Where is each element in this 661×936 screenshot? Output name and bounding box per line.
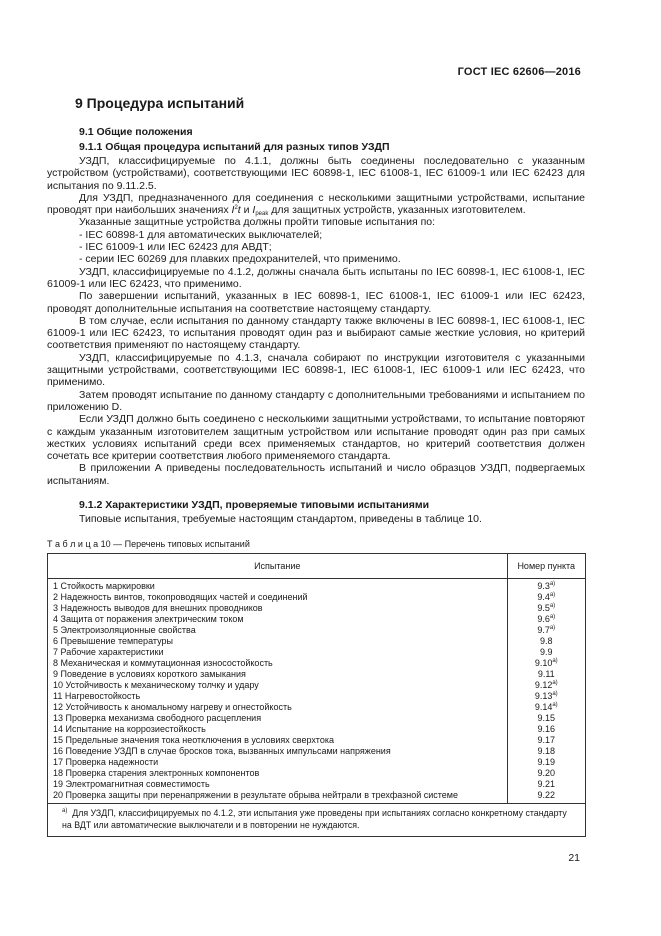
footnote-mark: а) <box>549 592 556 598</box>
paragraph: Если УЗДП должно быть соединено с несколькими защитными устройствами, то испытание повторяют с каждым указанным изготовителем защитным устройством или испытание проводят один раз при самых жестких условиях испытаний среди всех применяемых стандартов, но критерий соответствия должен сочетать все критерии соответствия любого применяемого стандарта. <box>47 413 585 463</box>
table-body-row <box>48 579 586 804</box>
paragraph: УЗДП, классифицируемые по 4.1.1, должны быть соединены последовательно с указанным устройством (устройствами), соответствующими IEC 60898-1, IEC 61008-1, IEC 61009-1 или IEC 62423 для испытания по 9.11.2.5. <box>47 155 585 192</box>
paragraph: По завершении испытаний, указанных в IEC 60898-1, IEC 61008-1, IEC 61009-1 или IEC 62423, проводят дополнительные испытания на соответствие настоящему стандарту. <box>47 290 585 315</box>
page-number: 21 <box>568 852 580 864</box>
tests-table <box>47 553 586 837</box>
table-row-test: 3 Надежность выводов для внешних проводников <box>53 603 263 613</box>
table-row-clause: 9.20 <box>537 768 556 778</box>
footnote-mark: а) <box>552 658 558 664</box>
table-row-clause: 9.16 <box>537 724 556 734</box>
table-row-test: 11 Нагревостойкость <box>53 691 141 701</box>
paragraph: Указанные защитные устройства должны пройти типовые испытания по: <box>79 216 436 229</box>
table-row-clause: 9.11 <box>537 669 555 679</box>
paragraph: УЗДП, классифицируемые по 4.1.2, должны сначала быть испытаны по IEC 60898-1, IEC 61008-1, IEC 61009-1 или IEC 62423, что применимо. <box>47 265 585 290</box>
table-row-test: 4 Защита от поражения электрическим током <box>53 614 244 624</box>
table-row-clause: $9.12^{а)}$ <box>534 680 558 690</box>
table-row-test: 20 Проверка защиты при перенапряжении в результате обрыва нейтрали в трехфазной системе <box>53 790 459 800</box>
table-row-test: 1 Стойкость маркировки <box>53 581 155 591</box>
table-row-clause: 9.8 <box>540 636 553 646</box>
table-row-clause: $9.10^{а)}$ <box>534 658 558 668</box>
table-row-test: 9 Поведение в условиях короткого замыкания <box>53 669 246 679</box>
paragraph: Затем проводят испытание по данному стандарту с дополнительными требованиями и испытанием по приложению D. <box>47 388 585 413</box>
table-row-test: 5 Электроизоляционные свойства <box>53 625 196 635</box>
table-row-test: 18 Проверка старения электронных компонентов <box>53 768 260 778</box>
table-row-clause: 9.22 <box>537 790 556 800</box>
table-row-test: 12 Устойчивость к аномальному нагреву и огнестойкость <box>53 702 292 712</box>
table-row-clause: 9.19 <box>537 757 556 767</box>
list-item: - серии IEC 60269 для плавких предохранителей, что применимо. <box>79 253 401 266</box>
table-header-row <box>48 554 586 579</box>
clause-912-body <box>47 513 585 525</box>
table-row-clause: 9.18 <box>537 746 556 756</box>
standard-header: ГОСТ IEC 62606—2016 <box>457 66 581 78</box>
table-row-clause: 9.9 <box>540 647 553 657</box>
table-row-test: 13 Проверка механизма свободного расцепления <box>53 713 262 723</box>
clause-911-body <box>47 155 585 487</box>
table-footnote-row <box>48 804 586 837</box>
list-item: - IEC 60898-1 для автоматических выключателей; <box>79 228 323 241</box>
table-row-clause: $9.3^{а)}$ <box>537 581 556 591</box>
table-footnote: $^{а)}$ Для УЗДП, классифицируемых по 4.1.2, эти испытания уже проведены при испытаниях согласно конкретному стандарту на ВДТ или автоматические выключатели и в повторении не нуждаются. <box>48 804 586 837</box>
table-row-clause: $9.14^{а)}$ <box>534 702 558 712</box>
table-row-clause: 9.17 <box>537 735 556 745</box>
paragraph: В приложении А приведены последовательность испытаний и число образцов УЗДП, подвергаемых испытаниям. <box>47 462 585 487</box>
table-row-test: 2 Надежность винтов, токопроводящих частей и соединений <box>53 592 308 602</box>
section-heading: 9 Процедура испытаний <box>75 95 245 111</box>
table-row-test: 6 Превышение температуры <box>53 636 173 646</box>
table-row-test: 8 Механическая и коммутационная износостойкость <box>53 658 273 668</box>
table-row-test: 16 Поведение УЗДП в случае бросков тока, вызванных импульсами напряжения <box>53 746 391 756</box>
table-row-test: 14 Испытание на коррозиестойкость <box>53 724 206 734</box>
paragraph: Типовые испытания, требуемые настоящим стандартом, приведены в таблице 10. <box>79 513 482 525</box>
footnote-mark: а) <box>549 581 556 587</box>
table-row-test: 19 Электромагнитная совместимость <box>53 779 210 789</box>
footnote-mark: а) <box>552 680 558 686</box>
table-row-test: 10 Устойчивость к механическому толчку и удару <box>53 680 259 690</box>
clauses-cell <box>507 579 585 804</box>
clause-911-heading: 9.1.1 Общая процедура испытаний для разных типов УЗДП <box>79 141 390 153</box>
footnote-mark: а) <box>549 625 556 631</box>
table-row-clause: $9.7^{а)}$ <box>537 625 556 635</box>
footnote-mark: а) <box>549 614 556 620</box>
table-row-test: 7 Рабочие характеристики <box>53 647 164 657</box>
paragraph: В том случае, если испытания по данному стандарту также включены в IEC 60898-1, IEC 61008-1, IEC 61009-1 или IEC 62423, то испытания проводят один раз и выбирают самые жесткие условия, но критерий соответствия применяют по настоящему стандарту. <box>47 314 585 352</box>
table-row-clause: 9.21 <box>537 779 556 789</box>
paragraph: Для УЗДП, предназначенного для соединения с несколькими защитными устройствами, испытание проводят при наибольших значениях $I^2t$ и $I_{peak}$ для защитных устройств, указанных изготовителем. <box>47 191 585 218</box>
subsection-heading: 9.1 Общие положения <box>79 126 193 138</box>
tests-cell <box>48 579 508 804</box>
column-header-clause: Номер пункта <box>507 554 585 579</box>
footnote-mark: а) <box>549 603 556 609</box>
table-row-clause: $9.6^{а)}$ <box>537 614 556 624</box>
footnote-mark: а) <box>552 691 558 697</box>
table-row-clause: $9.13^{а)}$ <box>534 691 558 701</box>
clause-912-heading: 9.1.2 Характеристики УЗДП, проверяемые типовыми испытаниями <box>79 499 430 511</box>
table-row-clause: 9.15 <box>537 713 556 723</box>
column-header-test: Испытание <box>48 554 508 579</box>
table-row-clause: $9.4^{а)}$ <box>537 592 556 602</box>
footnote-mark: а) <box>552 702 558 708</box>
table-row-test: 17 Проверка надежности <box>53 757 159 767</box>
table-caption: Т а б л и ц а 10 — Перечень типовых испытаний <box>47 539 250 549</box>
paragraph: УЗДП, классифицируемые по 4.1.3, сначала собирают по инструкции изготовителя с указанными защитными устройствами, соответствующими IEC 60898-1, IEC 61008-1, IEC 61009-1 или IEC 62423, что применимо. <box>47 351 585 389</box>
list-item: - IEC 61009-1 или IEC 62423 для АВДТ; <box>79 241 272 254</box>
table-row-test: 15 Предельные значения тока неотключения в условиях сверхтока <box>53 735 334 745</box>
table-row-clause: $9.5^{а)}$ <box>537 603 556 613</box>
